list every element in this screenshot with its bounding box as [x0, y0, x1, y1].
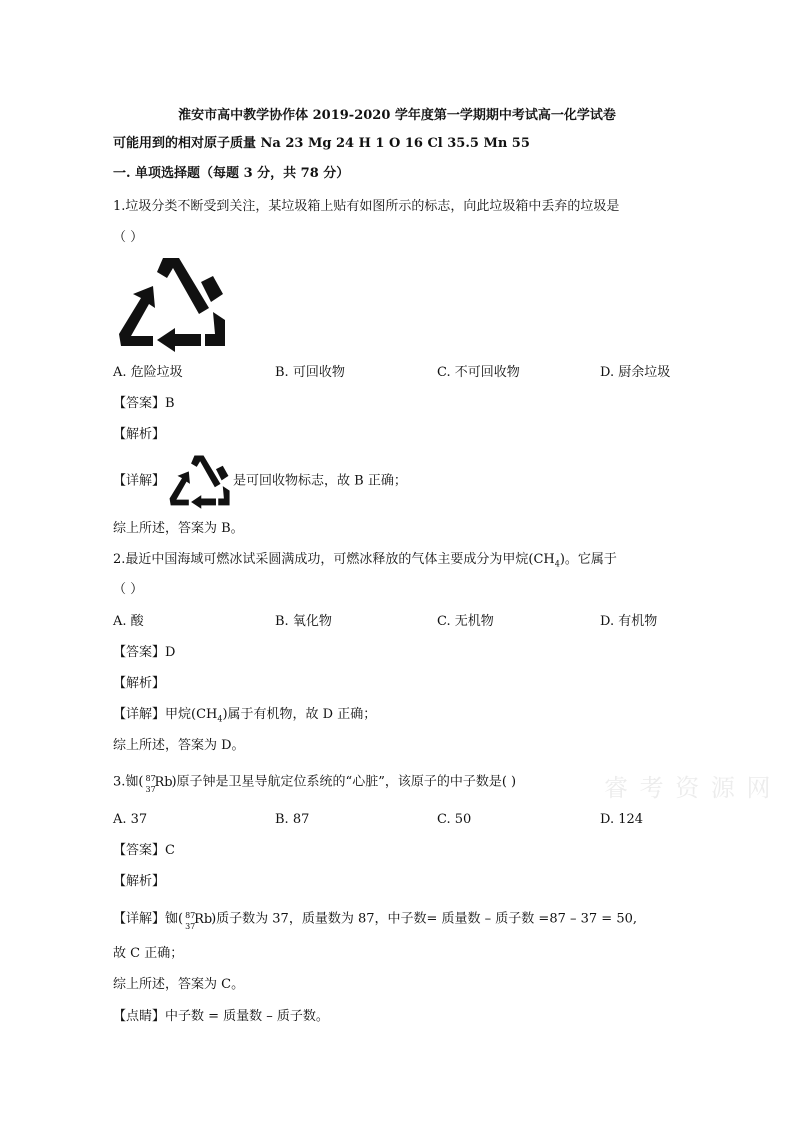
question-1-analysis: 【解析】 — [113, 427, 166, 442]
question-2-summary: 综上所述，答案为 D。 — [113, 738, 245, 753]
detail-text: 【详解】铷( — [113, 911, 184, 927]
isotope-notation — [183, 910, 213, 931]
question-1-option-b: B. 可回收物 — [275, 365, 345, 380]
section-heading: 一. 单项选择题（每题 3 分，共 78 分） — [113, 166, 350, 181]
subscript: 4 — [554, 559, 560, 569]
detail-text: )质子数为 37，质量数为 87，中子数= 质量数 – 质子数 =87 – 37 = 50, — [211, 911, 637, 927]
question-3-summary: 综上所述，答案为 C。 — [113, 977, 245, 992]
detail-text: 是可回收物标志，故 B 正确； — [233, 473, 407, 489]
stem-text: 2.最近中国海域可燃冰试采圆满成功，可燃冰释放的气体主要成分为甲烷(CH — [113, 552, 555, 567]
question-2-detail — [113, 706, 376, 729]
atomic-number: 37 — [145, 785, 156, 794]
question-1-paren: （ ） — [113, 230, 144, 245]
element-symbol: Rb — [154, 775, 173, 790]
question-2-option-c: C. 无机物 — [437, 614, 494, 629]
question-1-detail — [113, 451, 407, 512]
stem-text: )。它属于 — [559, 552, 617, 567]
question-2-option-b: B. 氧化物 — [275, 614, 332, 629]
question-2-option-d: D. 有机物 — [600, 614, 658, 629]
stem-text: )原子钟是卫星导航定位系统的“心脏”，该原子的中子数是( ) — [171, 774, 517, 790]
recycle-icon — [165, 451, 233, 511]
stem-text: 3.铷( — [113, 774, 144, 790]
question-1-stem: 1.垃圾分类不断受到关注，某垃圾箱上贴有如图所示的标志，向此垃圾箱中丢弃的垃圾是 — [113, 199, 620, 214]
mass-number: 87 — [185, 911, 196, 920]
question-1-option-c: C. 不可回收物 — [437, 365, 520, 380]
question-3-detail — [113, 910, 637, 929]
watermark: 睿 考 资 源 网 — [604, 774, 773, 802]
question-1-answer: 【答案】B — [113, 396, 175, 411]
atomic-masses-line: 可能用到的相对原子质量 Na 23 Mg 24 H 1 O 16 Cl 35.5 Mn 55 — [113, 136, 530, 151]
question-3-option-c: C. 50 — [437, 812, 472, 827]
question-2-answer: 【答案】D — [113, 645, 176, 660]
question-1-summary: 综上所述，答案为 B。 — [113, 521, 244, 536]
question-3-option-a: A. 37 — [113, 812, 148, 827]
question-3-stem — [113, 773, 516, 792]
question-1-option-a: A. 危险垃圾 — [113, 365, 183, 380]
question-3-analysis: 【解析】 — [113, 874, 166, 889]
question-1-option-d: D. 厨余垃圾 — [600, 365, 671, 380]
recycle-icon — [113, 250, 229, 356]
atomic-number: 37 — [185, 922, 196, 931]
question-2-option-a: A. 酸 — [113, 614, 144, 629]
question-2-stem — [113, 551, 617, 574]
element-symbol: Rb — [194, 912, 213, 927]
exam-title: 淮安市高中教学协作体 2019-2020 学年度第一学期期中考试高一化学试卷 — [178, 108, 616, 123]
question-2-analysis: 【解析】 — [113, 676, 166, 691]
question-3-option-d: D. 124 — [600, 812, 644, 827]
detail-text: )属于有机物，故 D 正确； — [222, 707, 377, 722]
question-3-answer: 【答案】C — [113, 843, 175, 858]
isotope-notation — [143, 773, 173, 794]
subscript: 4 — [217, 714, 223, 724]
detail-text: 【详解】甲烷(CH — [113, 707, 218, 722]
question-3-option-b: B. 87 — [275, 812, 310, 827]
question-3-detail-cont: 故 C 正确； — [113, 946, 184, 961]
question-3-tip: 【点睛】中子数 = 质量数 – 质子数。 — [113, 1009, 329, 1024]
question-2-paren: （ ） — [113, 582, 144, 597]
mass-number: 87 — [145, 774, 156, 783]
detail-label: 【详解】 — [113, 473, 166, 489]
